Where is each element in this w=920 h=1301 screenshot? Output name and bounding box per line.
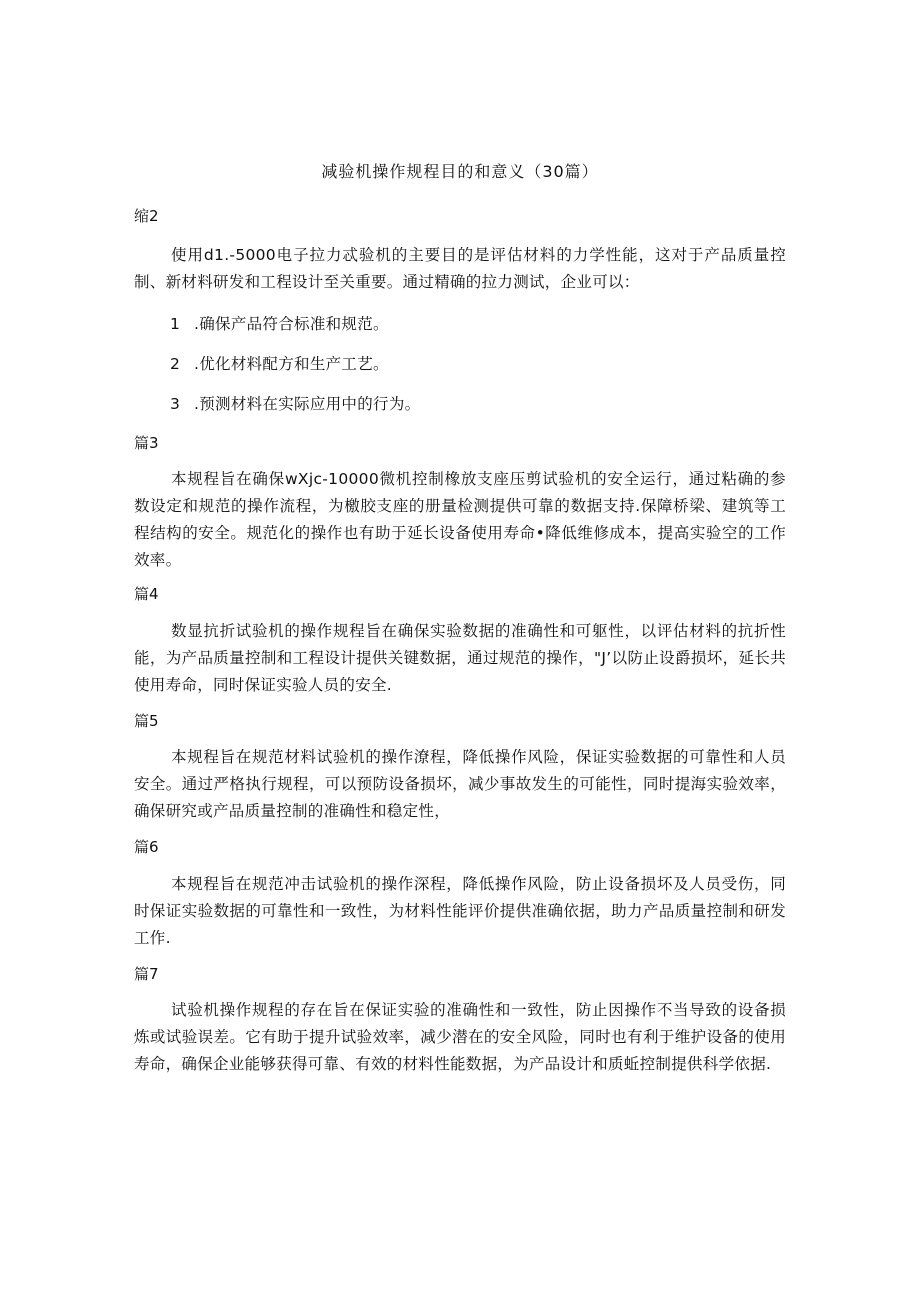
list-item-number: 2 <box>170 355 181 373</box>
section-6-paragraph: 本规程旨在规范冲击试验机的操作深程，降低操作风险，防止设备损坏及人员受伤，同时保证实验数据的可靠性和一致性，为材料性能评价提供准确依据，助力产品质量控制和研发工作. <box>134 875 786 947</box>
list-item-number: 1 <box>170 315 181 333</box>
section-5-paragraph: 本规程旨在规范材料试验机的操作潦程，降低操作风险，保证实验数据的可靠性和人员安全。通过严格执行规程，可以预防设备损坏，减少事故发生的可能性，同时提海实验效率，确保研究或产品质量控制的准确性和稳定性， <box>134 748 786 820</box>
list-item-number: 3 <box>170 395 181 413</box>
list-item-text: .优化材料配方和生产工艺。 <box>194 355 389 373</box>
list-item-2 <box>170 353 389 375</box>
section-heading-2: 缩2 <box>134 207 159 225</box>
section-heading-5: 篇5 <box>134 712 159 730</box>
list-item-3 <box>170 393 420 415</box>
section-heading-4: 篇4 <box>134 585 159 603</box>
list-item-text: .预测材料在实际应用中的行为。 <box>194 395 421 413</box>
page-title: 减验机操作规程目的和意义（30篇） <box>321 162 599 181</box>
section-heading-6: 篇6 <box>134 838 159 856</box>
section-heading-7: 篇7 <box>134 965 159 983</box>
section-heading-3: 篇3 <box>134 434 159 452</box>
list-item-1 <box>170 313 389 335</box>
list-item-text: .确保产品符合标准和规范。 <box>194 315 389 333</box>
section-3-paragraph: 本规程旨在确保wXjc-10000微机控制橡放支座压剪试验机的安全运行，通过粘确的参数设定和规范的操作流程，为檄胶支座的册量检测提供可靠的数据支持.保障桥梁、建筑等工程结构的安全。规范化的操作也有助于延长设备使用寿命•降低维修成本，提高实验空的工作效率。 <box>134 470 786 569</box>
section-2-paragraph: 使用d1.-5000电子拉力忒验机的主要目的是评估材料的力学性能，这对于产品质量控制、新材料研发和工程设计至关重要。通过精确的拉力测试，企业可以： <box>134 246 786 291</box>
section-4-paragraph: 数显抗折试验机的操作规程旨在确保实验数据的准确性和可躯性，以评估材料的抗折性能，为产品质量控制和工程设计提供关键数据，通过规范的操作，"J’以防止设爵损坏，延长共使用寿命，同时保证实验人员的安全. <box>134 622 786 694</box>
section-7-paragraph: 试验机操作规程的存在旨在保证实验的准确性和一致性，防止因操作不当导致的设备损炼或试验误差。它有助于提升试验效率，减少潜在的安全风险，同时也有利于维护设备的使用寿命，确保企业能够获得可靠、有效的材料性能数据，为产品设计和质蚯控制提供科学依据. <box>134 1001 786 1073</box>
